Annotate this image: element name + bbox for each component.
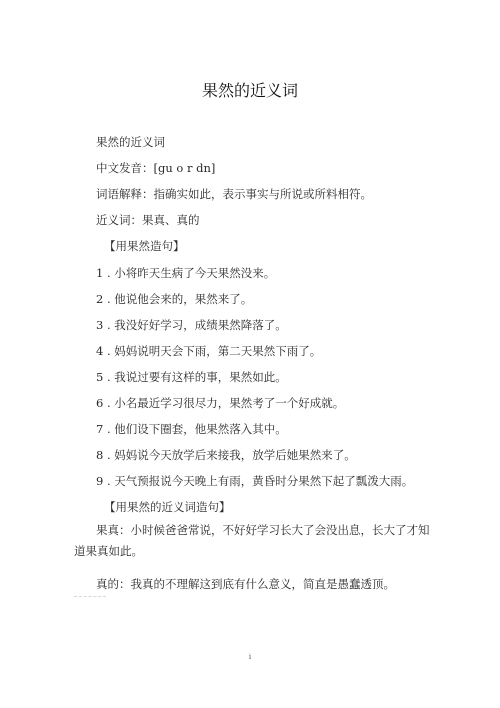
sentence-item: 8 . 妈妈说今天放学后来接我，放学后她果然来了。 bbox=[96, 448, 356, 462]
section-heading-sentences: 【用果然造句】 bbox=[104, 239, 185, 253]
synonyms-line: 近义词：果真、真的 bbox=[96, 213, 200, 227]
sentence-item: 3 . 我没好好学习，成绩果然降落了。 bbox=[96, 318, 287, 332]
page-title: 果然的近义词 bbox=[201, 81, 298, 100]
intro-line: 果然的近义词 bbox=[96, 135, 165, 149]
page-number: i bbox=[248, 653, 252, 661]
definition-line: 词语解释：指确实如此，表示事实与所说或所料相符。 bbox=[96, 187, 372, 201]
sentence-item: 7 . 他们设下圈套，他果然落入其中。 bbox=[96, 422, 287, 436]
sentence-item: 5 . 我说过要有这样的事，果然如此。 bbox=[96, 370, 287, 384]
sentence-item: 1 . 小将昨天生病了今天果然没来。 bbox=[96, 266, 276, 280]
section-heading-synonyms: 【用果然的近义词造句】 bbox=[104, 500, 231, 514]
pronunciation-line: 中文发音：[gu o r dn] bbox=[96, 161, 216, 175]
synonym-paragraph-guozhen: 果真：小时候爸爸常说，不好好学习长大了会没出息，长大了才知道果真如此。 bbox=[74, 523, 430, 558]
faint-divider bbox=[74, 596, 106, 597]
sentence-item: 6 . 小名最近学习很尽力，果然考了一个好成就。 bbox=[96, 396, 345, 410]
sentence-item: 9 . 天气预报说今天晚上有雨，黄昏时分果然下起了瓢泼大雨。 bbox=[96, 474, 414, 488]
sentence-item: 2 . 他说他会来的，果然来了。 bbox=[96, 292, 253, 306]
sentence-item: 4 . 妈妈说明天会下雨，第二天果然下雨了。 bbox=[96, 344, 322, 358]
synonym-paragraph-zhende: 真的：我真的不理解这到底有什么意义，简直是愚蠢透顶。 bbox=[96, 577, 395, 591]
